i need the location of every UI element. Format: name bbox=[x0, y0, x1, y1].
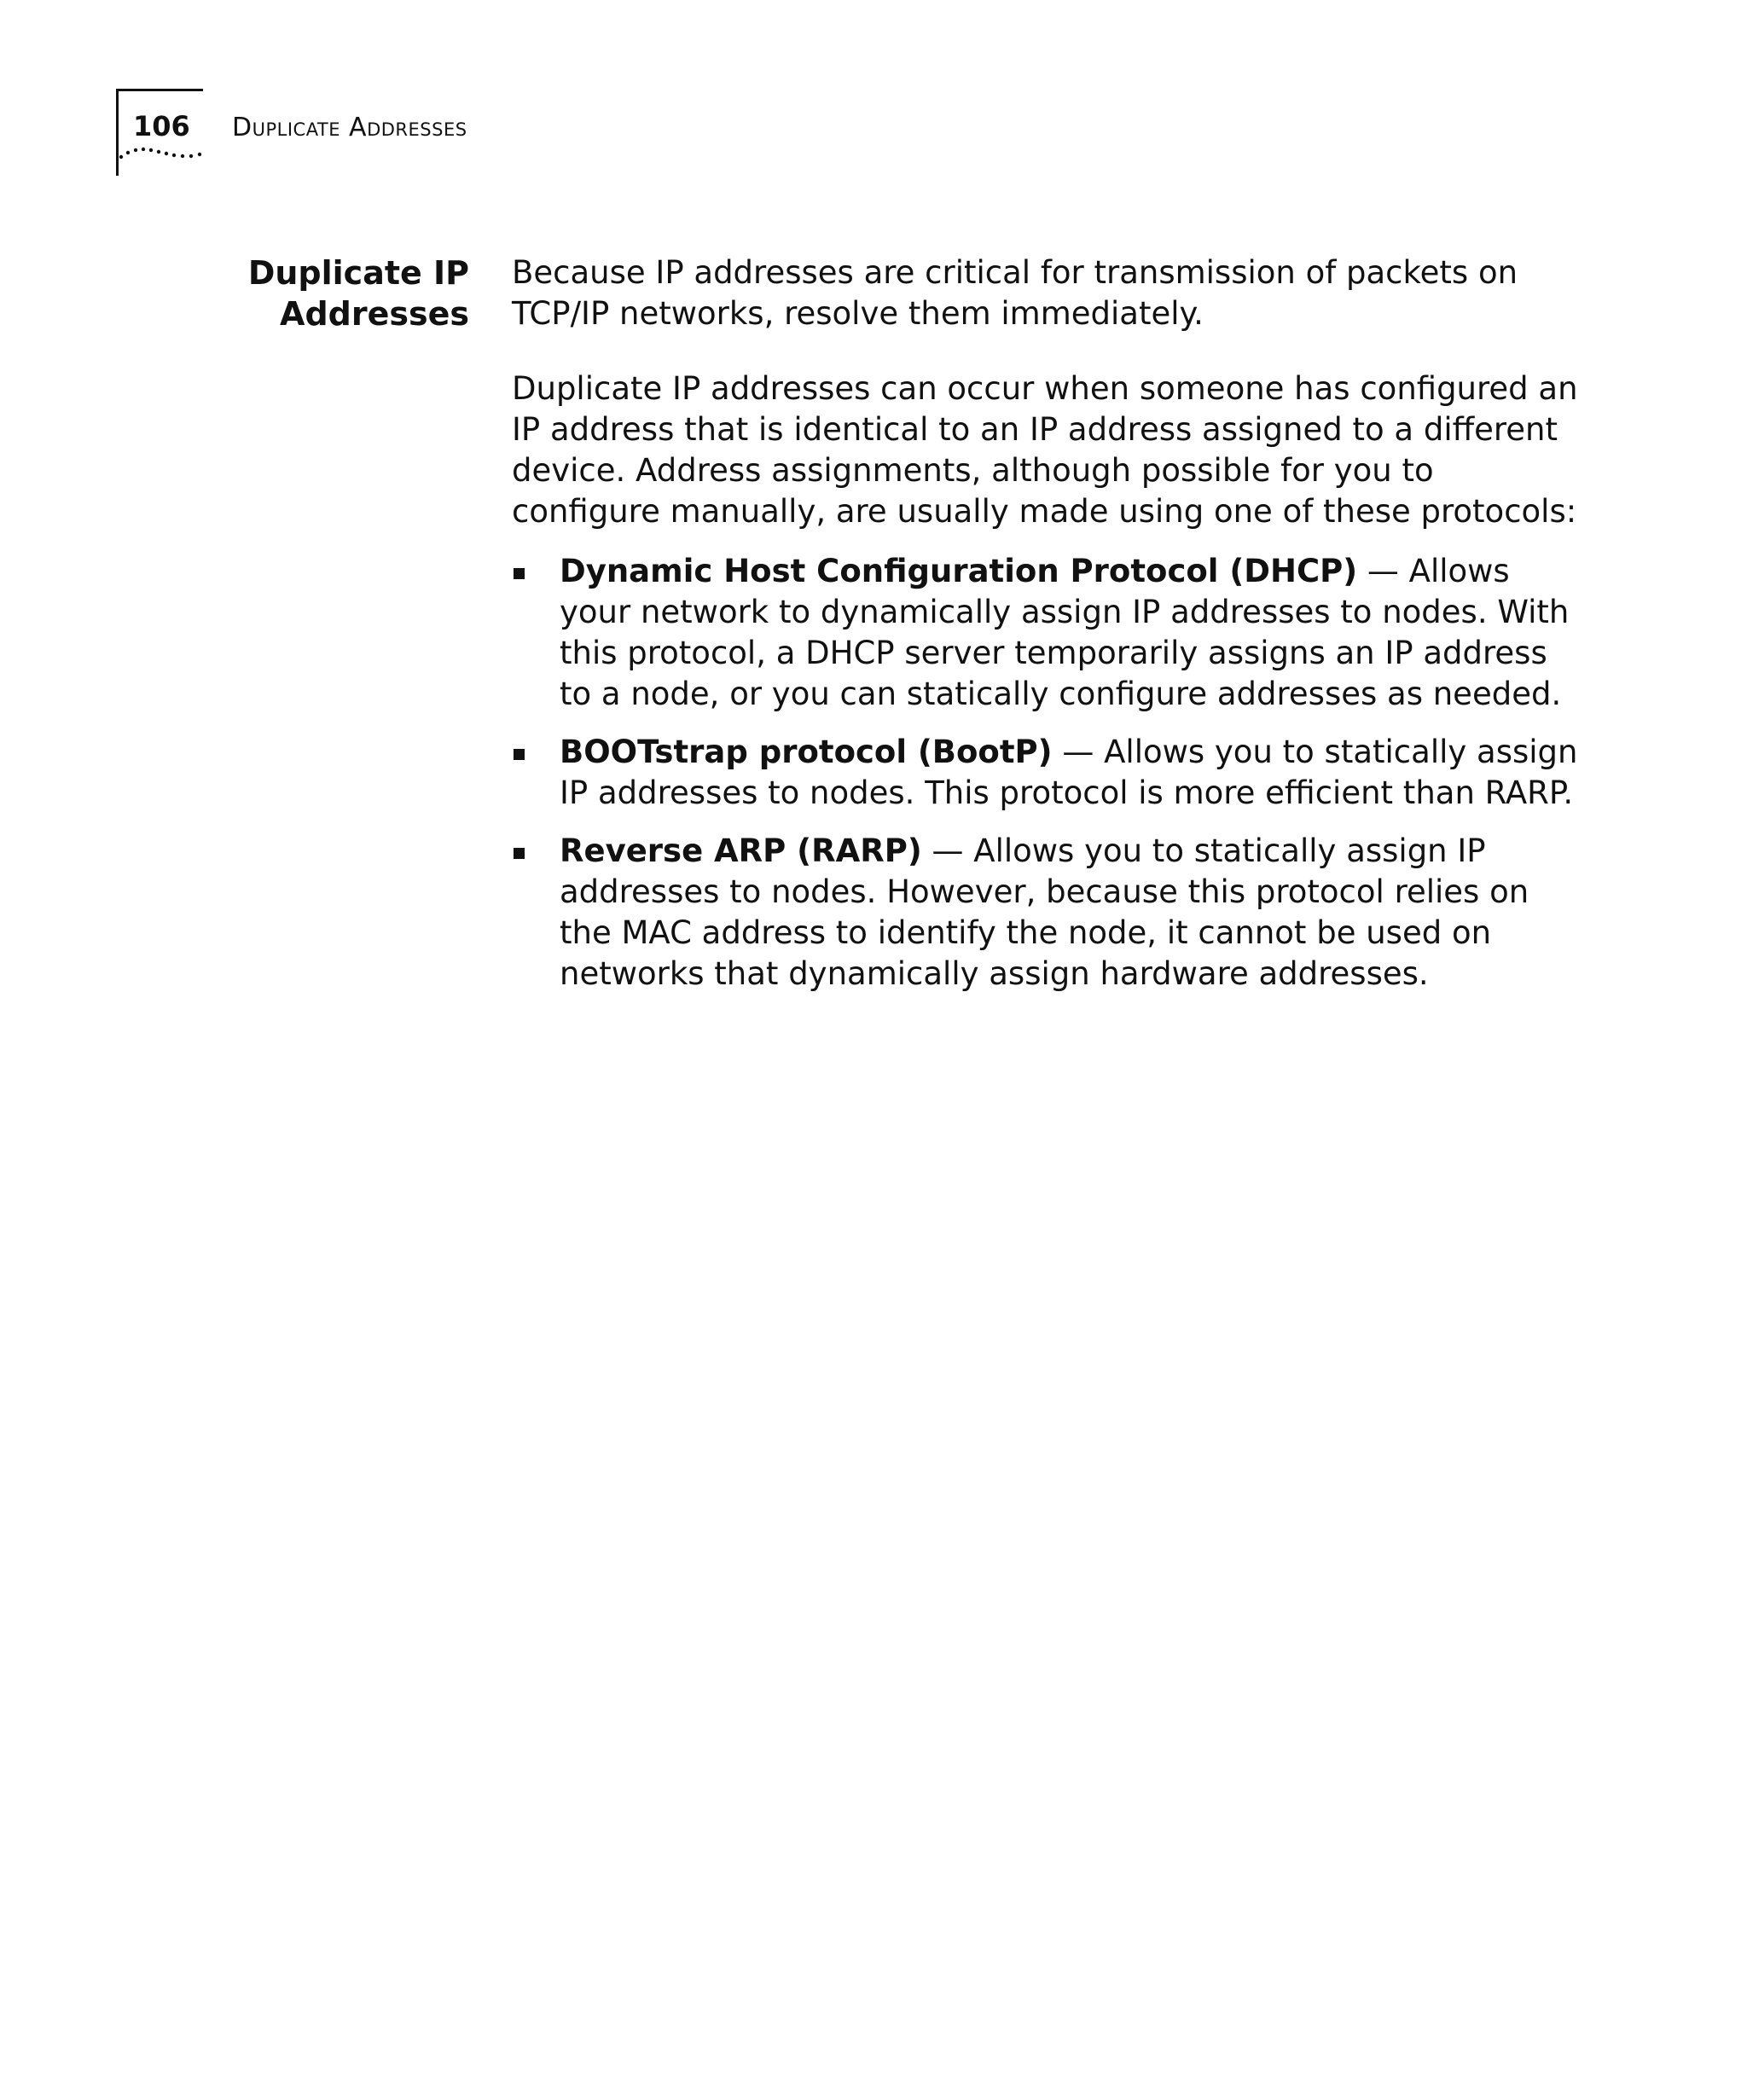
square-bullet-icon bbox=[514, 568, 525, 579]
list-item bbox=[512, 732, 1587, 814]
bullet-text: — Allows you to statically assign IP addresses to nodes. However, because this protocol relies on the MAC address to identify the node, it cannot be used on networks that dynamically assign hardware addresses. bbox=[560, 832, 1529, 992]
bullet-text: — Allows you to statically assign IP addresses to nodes. This protocol is more efficient than RARP. bbox=[560, 734, 1578, 811]
square-bullet-icon bbox=[514, 749, 525, 760]
page-number: 106 bbox=[133, 110, 190, 142]
bullet-term: Dynamic Host Configuration Protocol (DHCP) bbox=[560, 553, 1358, 589]
section-heading-line2: Addresses bbox=[280, 295, 469, 333]
decorative-dots bbox=[118, 143, 212, 162]
context-paragraph: Duplicate IP addresses can occur when someone has configured an IP address that is identical to an IP address assigned to a different device. Address assignments, although possible for you to configure manually, are usually made using one of these protocols: bbox=[512, 370, 1578, 530]
bullet-term: BOOTstrap protocol (BootP) bbox=[560, 734, 1053, 770]
header-rule-left bbox=[116, 89, 119, 176]
running-head: Duplicate Addresses bbox=[232, 113, 467, 142]
bullet-term: Reverse ARP (RARP) bbox=[560, 832, 922, 869]
header-rule-top bbox=[116, 89, 203, 91]
protocol-list bbox=[512, 551, 1587, 995]
section-heading bbox=[222, 252, 469, 334]
bullet-text: — Allows your network to dynamically assign IP addresses to nodes. With this protocol, a DHCP server temporarily assigns an IP address to a node, or you can statically configure addresses as needed. bbox=[560, 553, 1570, 712]
list-item bbox=[512, 831, 1587, 995]
square-bullet-icon bbox=[514, 848, 525, 859]
section-heading-line1: Duplicate IP bbox=[247, 254, 469, 292]
list-item bbox=[512, 551, 1587, 715]
intro-paragraph: Because IP addresses are critical for transmission of packets on TCP/IP networks, resolve them immediately. bbox=[512, 254, 1518, 332]
body-column bbox=[512, 252, 1587, 1012]
